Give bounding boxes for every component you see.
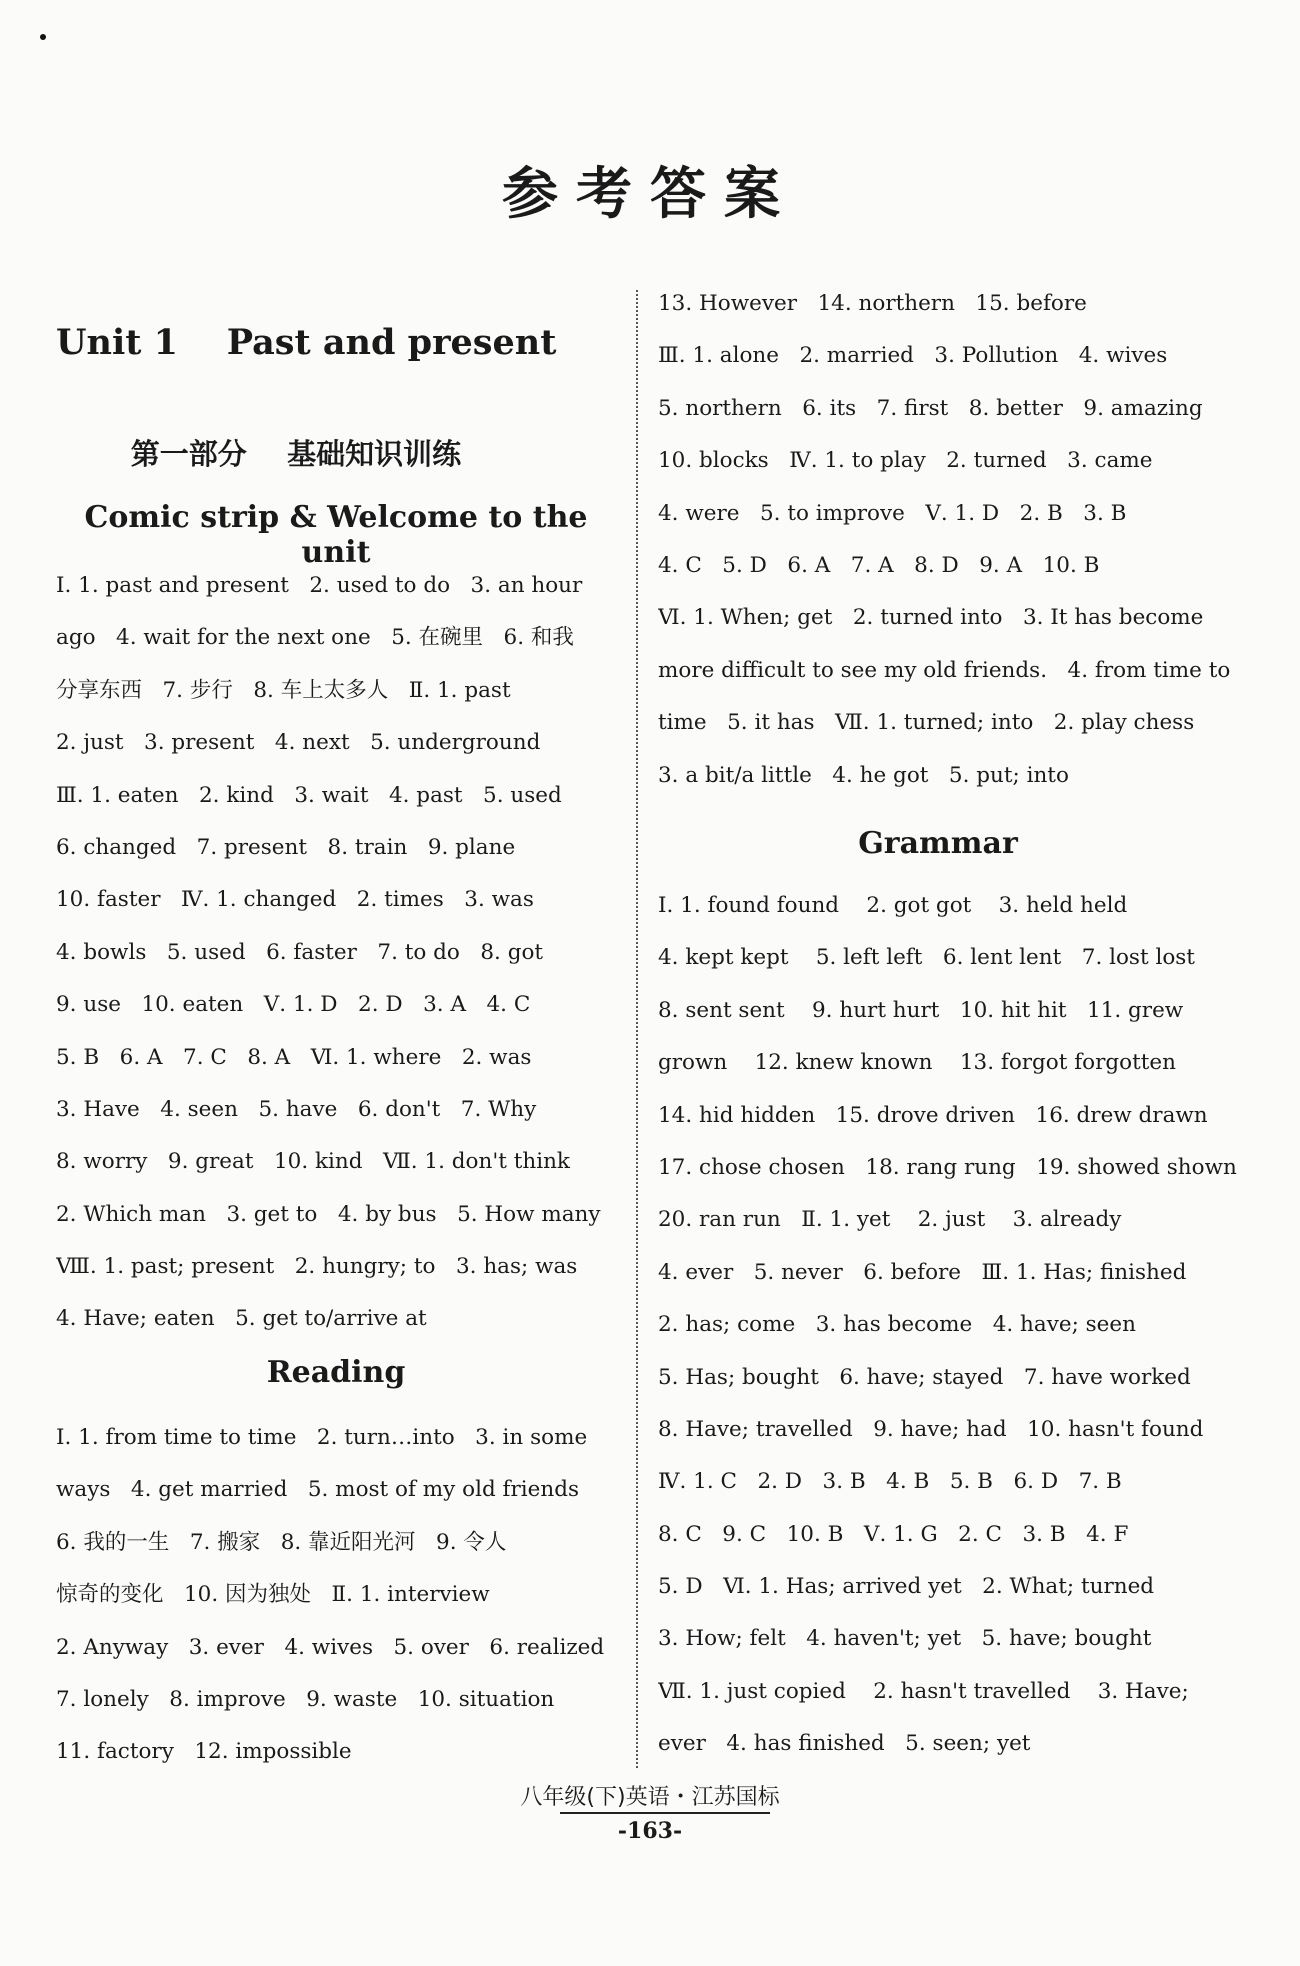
column-divider bbox=[636, 290, 638, 1768]
answer-line: 4. ever 5. never 6. before Ⅲ. 1. Has; finished bbox=[658, 1259, 1187, 1285]
answer-line: Ⅲ. 1. alone 2. married 3. Pollution 4. wives bbox=[658, 343, 1168, 369]
answer-line: 10. faster Ⅳ. 1. changed 2. times 3. was bbox=[56, 887, 534, 913]
answer-line: 5. Has; bought 6. have; stayed 7. have worked bbox=[658, 1364, 1191, 1390]
answer-line: 20. ran run Ⅱ. 1. yet 2. just 3. already bbox=[658, 1207, 1122, 1233]
answer-line: 惊奇的变化 10. 因为独处 Ⅱ. 1. interview bbox=[56, 1582, 490, 1608]
answer-line: 6. changed 7. present 8. train 9. plane bbox=[56, 834, 516, 860]
answer-line: Ⅳ. 1. C 2. D 3. B 4. B 5. B 6. D 7. B bbox=[658, 1469, 1122, 1495]
comic-answers bbox=[56, 560, 616, 1346]
answer-line: 3. How; felt 4. haven't; yet 5. have; bought bbox=[658, 1626, 1152, 1652]
reading-heading: Reading bbox=[266, 1355, 406, 1390]
reading-answers-continued bbox=[658, 278, 1238, 802]
unit-title: Unit 1 Past and present bbox=[56, 322, 557, 363]
answer-line: 4. kept kept 5. left left 6. lent lent 7. lost lost bbox=[658, 945, 1195, 971]
answer-line: 4. were 5. to improve Ⅴ. 1. D 2. B 3. B bbox=[658, 500, 1127, 526]
answer-line: Ⅰ. 1. from time to time 2. turn…into 3. in some bbox=[56, 1425, 588, 1450]
answer-line: 8. C 9. C 10. B Ⅴ. 1. G 2. C 3. B 4. F bbox=[658, 1521, 1129, 1547]
answer-line: Ⅶ. 1. just copied 2. hasn't travelled 3. Have; bbox=[658, 1678, 1189, 1704]
footer-title: 八年级(下)英语・江苏国标 bbox=[520, 1785, 780, 1810]
page-number: -163- bbox=[617, 1818, 683, 1844]
answer-line: 17. chose chosen 18. rang rung 19. showed shown bbox=[658, 1154, 1237, 1180]
answer-line: 5. northern 6. its 7. first 8. better 9. amazing bbox=[658, 395, 1203, 421]
grammar-answers bbox=[658, 880, 1238, 1771]
answer-line: ago 4. wait for the next one 5. 在碗里 6. 和我 bbox=[56, 625, 574, 651]
answer-line: 8. Have; travelled 9. have; had 10. hasn't found bbox=[658, 1416, 1204, 1442]
answer-line: 4. Have; eaten 5. get to/arrive at bbox=[56, 1306, 427, 1332]
answer-line: 9. use 10. eaten Ⅴ. 1. D 2. D 3. A 4. C bbox=[56, 992, 531, 1018]
answer-line: 2. just 3. present 4. next 5. underground bbox=[56, 730, 541, 756]
comic-heading: Comic strip & Welcome to the unit bbox=[84, 500, 588, 570]
reading-answers bbox=[56, 1412, 616, 1779]
answer-line: 7. lonely 8. improve 9. waste 10. situation bbox=[56, 1686, 555, 1712]
answer-line: 4. bowls 5. used 6. faster 7. to do 8. got bbox=[56, 939, 544, 965]
answer-line: 3. Have 4. seen 5. have 6. don't 7. Why bbox=[56, 1096, 537, 1122]
answer-line: 分享东西 7. 步行 8. 车上太多人 Ⅱ. 1. past bbox=[56, 677, 511, 703]
answer-line: Ⅷ. 1. past; present 2. hungry; to 3. has; was bbox=[56, 1254, 578, 1280]
answer-line: 5. B 6. A 7. C 8. A Ⅵ. 1. where 2. was bbox=[56, 1044, 532, 1070]
answer-line: 5. D Ⅵ. 1. Has; arrived yet 2. What; turned bbox=[658, 1574, 1155, 1600]
answer-line: 8. worry 9. great 10. kind Ⅶ. 1. don't think bbox=[56, 1149, 570, 1175]
answer-line: 10. blocks Ⅳ. 1. to play 2. turned 3. came bbox=[658, 448, 1153, 474]
answer-line: 3. a bit/a little 4. he got 5. put; into bbox=[658, 762, 1069, 788]
answer-line: more difficult to see my old friends. 4. from time to bbox=[658, 657, 1231, 683]
answer-line: grown 12. knew known 13. forgot forgotten bbox=[658, 1050, 1176, 1076]
answer-line: 4. C 5. D 6. A 7. A 8. D 9. A 10. B bbox=[658, 552, 1100, 578]
answer-line: 6. 我的一生 7. 搬家 8. 靠近阳光河 9. 令人 bbox=[56, 1529, 507, 1555]
answer-line: Ⅵ. 1. When; get 2. turned into 3. It has become bbox=[658, 605, 1204, 631]
answer-line: Ⅲ. 1. eaten 2. kind 3. wait 4. past 5. used bbox=[56, 782, 562, 808]
grammar-heading: Grammar bbox=[858, 826, 1018, 861]
answer-line: ways 4. get married 5. most of my old friends bbox=[56, 1477, 580, 1503]
bullet-dot bbox=[40, 34, 46, 40]
answer-line: 8. sent sent 9. hurt hurt 10. hit hit 11. grew bbox=[658, 997, 1184, 1023]
answer-line: 11. factory 12. impossible bbox=[56, 1739, 352, 1765]
answer-line: ever 4. has finished 5. seen; yet bbox=[658, 1731, 1031, 1757]
answer-line: Ⅰ. 1. past and present 2. used to do 3. an hour bbox=[56, 573, 583, 598]
answer-line: 14. hid hidden 15. drove driven 16. drew drawn bbox=[658, 1102, 1208, 1128]
part-title: 第一部分 基础知识训练 bbox=[130, 437, 462, 471]
answer-line: 2. Which man 3. get to 4. by bus 5. How many bbox=[56, 1201, 601, 1227]
footer-rule bbox=[560, 1812, 770, 1814]
answer-line: Ⅰ. 1. found found 2. got got 3. held held bbox=[658, 893, 1128, 918]
answer-line: time 5. it has Ⅶ. 1. turned; into 2. play chess bbox=[658, 710, 1195, 736]
answer-line: 2. Anyway 3. ever 4. wives 5. over 6. realized bbox=[56, 1634, 605, 1660]
answer-line: 2. has; come 3. has become 4. have; seen bbox=[658, 1312, 1136, 1338]
page-title: 参考答案 bbox=[502, 162, 798, 227]
answer-line: 13. However 14. northern 15. before bbox=[658, 291, 1087, 316]
